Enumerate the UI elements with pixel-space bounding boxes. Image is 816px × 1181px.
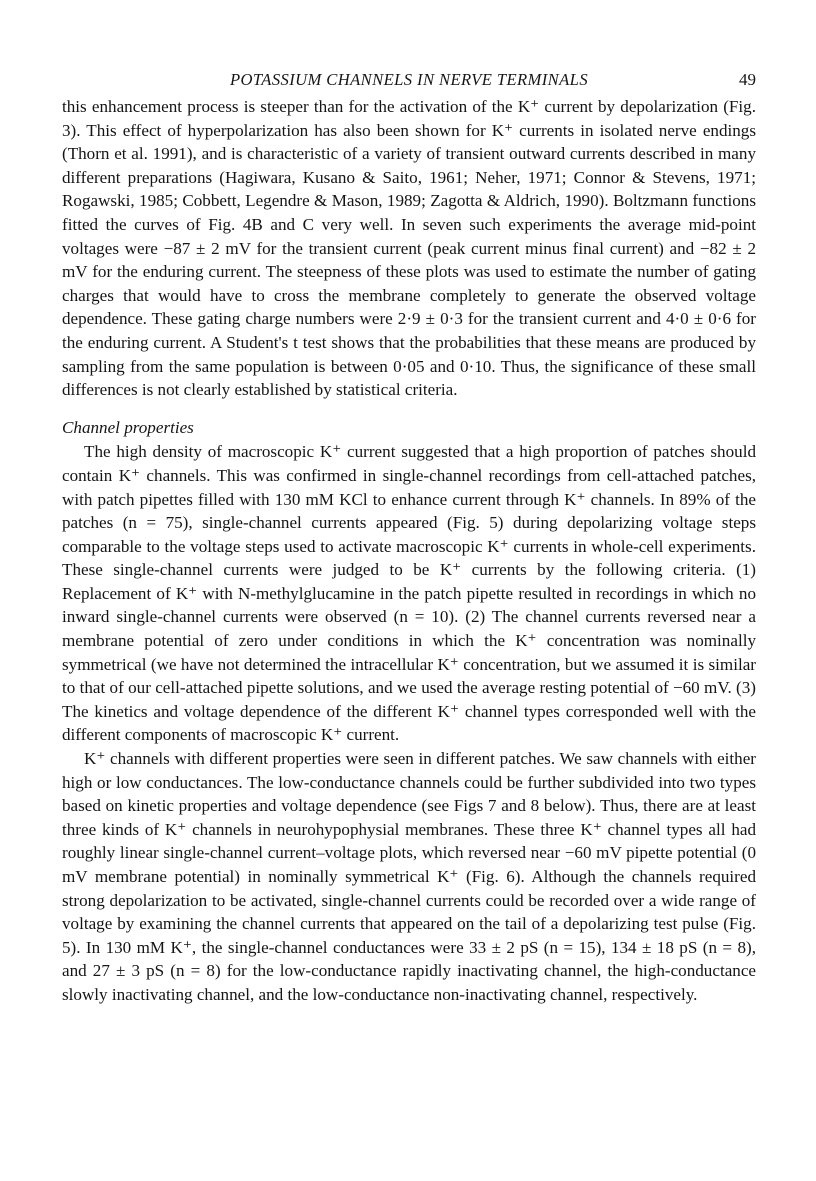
body-paragraph-1: this enhancement process is steeper than for the activation of the K⁺ current by depolarization (Fig. 3). This effect of hyperpolarization has also been shown for K⁺ currents in isolated nerve endings (Thorn et al. 1991), and is characteristic of a variety of transient outward currents described in many different preparations (Hagiwara, Kusano & Saito, 1961; Neher, 1971; Connor & Stevens, 1971; Rogawski, 1985; Cobbett, Legendre & Mason, 1989; Zagotta & Aldrich, 1990). Boltzmann functions fitted the curves of Fig. 4B and C very well. In seven such experiments the average mid-point voltages were −87 ± 2 mV for the transient current (peak current minus final current) and −82 ± 2 mV for the enduring current. The steepness of these plots was used to estimate the number of gating charges that would have to cross the membrane completely to generate the observed voltage dependence. These gating charge numbers were 2·9 ± 0·3 for the transient current and 4·0 ± 0·6 for the enduring current. A Student's t test shows that the probabilities that these means are produced by sampling from the same population is between 0·05 and 0·10. Thus, the significance of these small differences is not clearly established by statistical criteria. xyxy=(62,97,756,400)
journal-page xyxy=(62,68,756,1007)
running-title: POTASSIUM CHANNELS IN NERVE TERMINALS xyxy=(229,70,589,89)
body-paragraph-2: The high density of macroscopic K⁺ current suggested that a high proportion of patches should contain K⁺ channels. This was confirmed in single-channel recordings from cell-attached patches, with patch pipettes filled with 130 mM KCl to enhance current through K⁺ channels. In 89% of the patches (n = 75), single-channel currents appeared (Fig. 5) during depolarizing voltage steps comparable to the voltage steps used to activate macroscopic K⁺ currents in whole-cell experiments. These single-channel currents were judged to be K⁺ currents by the following criteria. (1) Replacement of K⁺ with N-methylglucamine in the patch pipette resulted in recordings in which no inward single-channel currents were observed (n = 10). (2) The channel currents reversed near a membrane potential of zero under conditions in which the K⁺ concentration was nominally symmetrical (we have not determined the intracellular K⁺ concentration, but we assumed it is similar to that of our cell-attached pipette solutions, and we used the average resting potential of −60 mV. (3) The kinetics and voltage dependence of the different K⁺ channel types corresponded well with the different components of macroscopic K⁺ current. xyxy=(62,442,756,745)
page-header xyxy=(62,68,756,92)
body-paragraph-3: K⁺ channels with different properties were seen in different patches. We saw channels with either high or low conductances. The low-conductance channels could be further subdivided into two types based on kinetic properties and voltage dependence (see Figs 7 and 8 below). Thus, there are at least three kinds of K⁺ channels in neurohypophysial membranes. These three K⁺ channel types all had roughly linear single-channel current–voltage plots, which reversed near −60 mV pipette potential (0 mV membrane potential) in nominally symmetrical K⁺ (Fig. 6). Although the channels required strong depolarization to be activated, single-channel currents could be recorded over a wide range of voltage by examining the channel currents that appeared on the tail of a depolarizing test pulse (Fig. 5). In 130 mM K⁺, the single-channel conductances were 33 ± 2 pS (n = 15), 134 ± 18 pS (n = 8), and 27 ± 3 pS (n = 8) for the low-conductance rapidly inactivating channel, the high-conductance slowly inactivating channel, and the low-conductance non-inactivating channel, respectively. xyxy=(62,749,756,1004)
page-number: 49 xyxy=(739,70,756,89)
section-heading: Channel properties xyxy=(62,417,194,437)
